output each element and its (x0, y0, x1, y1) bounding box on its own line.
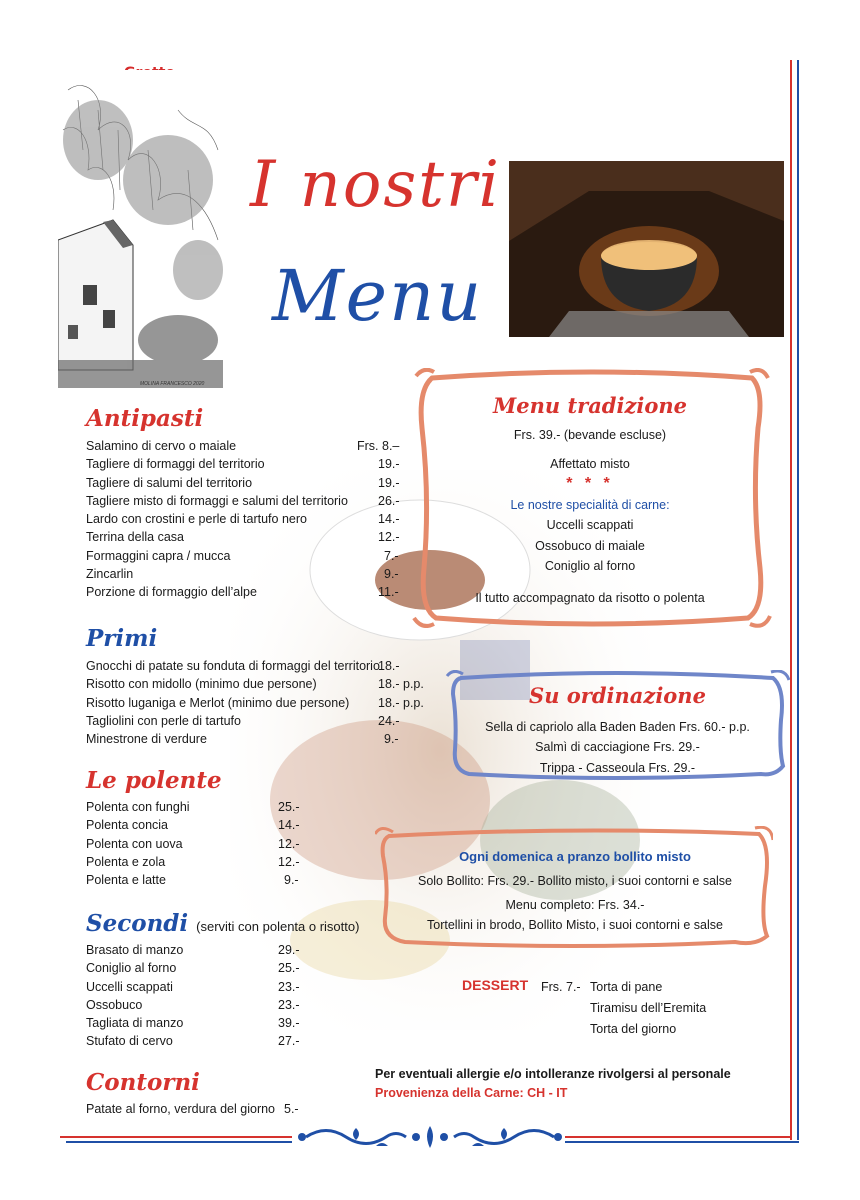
secondi-title (86, 911, 359, 940)
item-name: Tagliata di manzo (86, 1016, 184, 1031)
item-name: Zincarlin (86, 567, 134, 582)
list-item (86, 712, 426, 730)
polente-title: Le polente (86, 767, 222, 794)
list-item (86, 730, 426, 748)
item-name: Risotto con midollo (minimo due persone) (86, 677, 317, 692)
list-item (86, 455, 416, 473)
secondi-note: (serviti con polenta o risotto) (196, 919, 360, 934)
list-item (86, 492, 416, 510)
item-price: 12.- (278, 836, 300, 851)
item-price: 27.- (278, 1034, 300, 1049)
list-item (86, 871, 326, 889)
contorni-title: Contorni (86, 1069, 200, 1096)
polente-list (86, 798, 326, 889)
tradizione-footer: Il tutto accompagnato da risotto o polenta (475, 591, 705, 605)
antipasti-title: Antipasti (86, 405, 204, 432)
item-name: Patate al forno, verdura del giorno (86, 1102, 276, 1116)
item-price: 7.- (384, 548, 399, 563)
frame-line-red (790, 60, 792, 1140)
tradizione-starter: Affettato misto (550, 457, 630, 471)
item-price: 9.- (384, 732, 399, 747)
item-name: Polenta concia (86, 818, 169, 833)
dessert-label: DESSERT (462, 977, 529, 993)
frame-bottom-red-left (60, 1136, 292, 1138)
item-name: Risotto luganiga e Merlot (minimo due persone) (86, 695, 350, 710)
tradizione-dish-2: Ossobuco di maiale (535, 539, 645, 553)
primi-list (86, 657, 426, 748)
item-name: Coniglio al forno (86, 961, 177, 976)
item-price: 19.- (378, 457, 400, 472)
list-item (86, 853, 326, 871)
item-name: Uccelli scappati (86, 979, 173, 994)
item-price: 18.- (378, 659, 400, 673)
frame-bottom-blue-right (565, 1141, 799, 1143)
item-price: 23.- (278, 997, 300, 1012)
list-item (86, 1032, 326, 1050)
list-item (86, 675, 426, 693)
fireplace-polenta-photo (509, 161, 784, 337)
tradizione-stars: * * * (566, 475, 614, 492)
item-name: Minestrone di verdure (86, 732, 207, 747)
item-price: 29.- (278, 943, 300, 957)
secondi-list (86, 941, 326, 1051)
ordinazione-item-2: Salmì di cacciagione Frs. 29.- (535, 740, 700, 754)
bollito-title: Ogni domenica a pranzo bollito misto (459, 849, 691, 864)
ordinazione-title: Su ordinazione (529, 683, 706, 708)
item-price: 19.- (378, 475, 400, 490)
list-item (86, 1100, 346, 1118)
item-price: 14.- (378, 512, 400, 527)
dessert-price: Frs. 7.- (541, 980, 581, 994)
tradizione-dish-3: Coniglio al forno (544, 559, 636, 573)
item-name: Polenta e zola (86, 854, 166, 869)
antipasti-list (86, 437, 416, 602)
item-name: Gnocchi di patate su fonduta di formaggi del territorio (86, 659, 380, 673)
list-item (86, 474, 416, 492)
item-name: Tagliolini con perle di tartufo (86, 713, 241, 728)
list-item (86, 565, 416, 583)
item-price: 25.- (278, 961, 300, 976)
tradizione-price: Frs. 39.- (bevande escluse) (513, 428, 667, 442)
item-name: Formaggini capra / mucca (86, 548, 231, 563)
list-item (86, 583, 416, 601)
list-item (86, 978, 326, 996)
bollito-line-1: Solo Bollito: Frs. 29.- Bollito misto, i suoi contorni e salse (417, 874, 733, 888)
item-price: 12.- (278, 854, 300, 869)
list-item (86, 694, 426, 712)
list-item (86, 510, 416, 528)
frame-bottom-blue-left (66, 1141, 292, 1143)
item-name: Polenta con uova (86, 836, 183, 851)
list-item (86, 1014, 326, 1032)
item-name: Polenta con funghi (86, 800, 190, 814)
list-item (86, 528, 416, 546)
item-price: 24.- (378, 713, 400, 728)
item-name: Tagliere misto di formaggi e salumi del territorio (86, 493, 348, 508)
list-item (86, 835, 326, 853)
decorative-ornament-icon (296, 1122, 564, 1152)
item-name: Polenta e latte (86, 873, 166, 888)
list-item (86, 437, 416, 455)
house-sketch-illustration (58, 70, 223, 388)
bollito-line-3: Tortellini in brodo, Bollito Misto, i suoi contorni e salse (427, 918, 723, 932)
item-name: Brasato di manzo (86, 943, 184, 957)
ordinazione-item-3: Trippa - Casseoula Frs. 29.- (539, 761, 696, 775)
list-item (86, 816, 326, 834)
list-item (86, 798, 326, 816)
dessert-item-2: Tiramisu dell’Eremita (590, 1001, 707, 1015)
frame-bottom-red-right (565, 1136, 792, 1138)
dessert-item-1: Torta di pane (590, 980, 663, 994)
list-item (86, 941, 326, 959)
item-name: Salamino di cervo o maiale (86, 439, 237, 453)
item-name: Ossobuco (86, 997, 143, 1012)
sketch-credit: MOLINA FRANCESCO 2020 (140, 381, 205, 387)
tradizione-title: Menu tradizione (492, 393, 688, 418)
item-name: Tagliere di formaggi del territorio (86, 457, 265, 472)
list-item (86, 547, 416, 565)
item-name: Tagliere di salumi del territorio (86, 475, 253, 490)
list-item (86, 996, 326, 1014)
item-price: 25.- (278, 800, 300, 814)
item-name: Porzione di formaggio dell’alpe (86, 585, 257, 600)
tradizione-dish-1: Uccelli scappati (546, 518, 634, 532)
item-price: 12.- (378, 530, 400, 545)
item-price: 18.- p.p. (378, 677, 424, 692)
secondi-title-text: Secondi (86, 910, 189, 937)
dessert-item-3: Torta del giorno (590, 1022, 677, 1036)
item-name: Lardo con crostini e perle di tartufo nero (86, 512, 307, 527)
tradizione-specialty-label: Le nostre specialità di carne: (510, 498, 670, 512)
item-price: 23.- (278, 979, 300, 994)
item-price: 18.- p.p. (378, 695, 424, 710)
item-name: Stufato di cervo (86, 1034, 173, 1049)
list-item (86, 959, 326, 977)
primi-title: Primi (86, 625, 158, 652)
allergy-note: Per eventuali allergie e/o intolleranze rivolgersi al personale (375, 1067, 731, 1081)
item-price: 39.- (278, 1016, 300, 1031)
bollito-line-2: Menu completo: Frs. 34.- (505, 898, 645, 912)
item-price: 9.- (284, 873, 299, 888)
contorni-list (86, 1100, 346, 1118)
item-price: 9.- (384, 567, 399, 582)
item-price: 11.- (378, 585, 399, 600)
frame-line-blue (797, 60, 799, 1140)
list-item (86, 657, 426, 675)
ordinazione-item-1: Sella di capriolo alla Baden Baden Frs. 60.- p.p. (485, 720, 750, 734)
item-price: 5.- (284, 1102, 299, 1116)
title-i-nostri: I nostri (250, 148, 501, 222)
item-price: 14.- (278, 818, 300, 833)
title-menu: Menu (272, 255, 484, 337)
item-name: Terrina della casa (86, 530, 184, 545)
meat-origin-note: Provenienza della Carne: CH - IT (375, 1086, 568, 1100)
item-price: 26.- (378, 493, 400, 508)
item-price: Frs. 8.– (357, 439, 400, 453)
